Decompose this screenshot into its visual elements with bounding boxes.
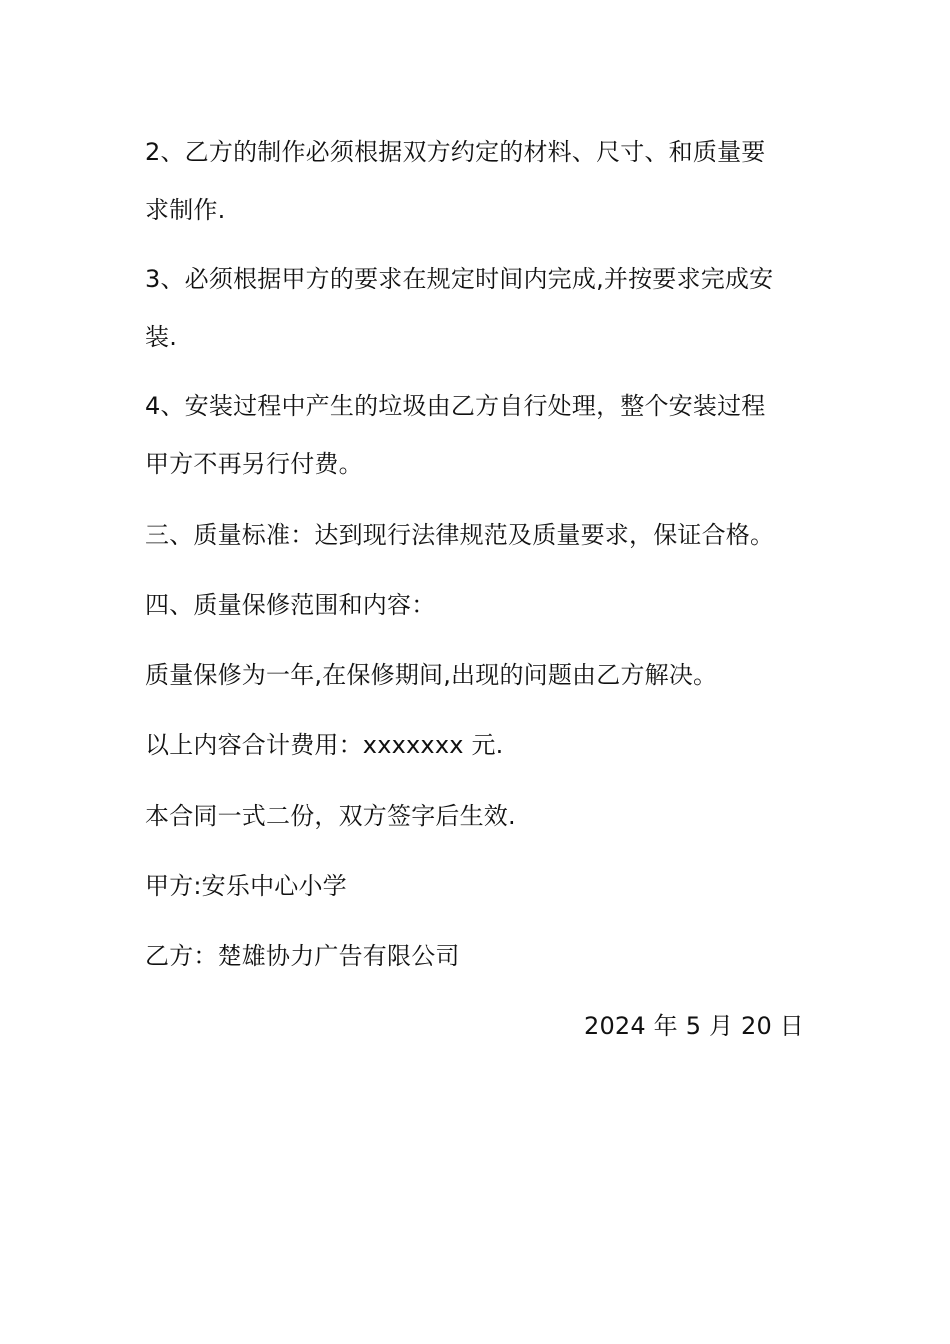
item-2-line-1: 2、乙方的制作必须根据双方约定的材料、尺寸、和质量要 xyxy=(145,138,766,166)
party-b: 乙方：楚雄协力广告有限公司 xyxy=(145,942,460,970)
total-cost: 以上内容合计费用：xxxxxxx 元. xyxy=(145,731,504,759)
quality-standard: 三、质量标准：达到现行法律规范及质量要求，保证合格。 xyxy=(145,521,775,549)
item-2-line-2: 求制作. xyxy=(145,196,226,224)
signing-date: 2024 年 5 月 20 日 xyxy=(583,1012,804,1040)
warranty-text: 质量保修为一年,在保修期间,出现的问题由乙方解决。 xyxy=(145,661,718,689)
contract-copies: 本合同一式二份，双方签字后生效. xyxy=(145,802,516,830)
item-4-line-1: 4、安装过程中产生的垃圾由乙方自行处理，整个安装过程 xyxy=(145,392,766,420)
item-3-line-2: 装. xyxy=(145,323,178,351)
item-4-line-2: 甲方不再另行付费。 xyxy=(145,450,363,478)
party-a: 甲方:安乐中心小学 xyxy=(145,872,347,900)
warranty-heading: 四、质量保修范围和内容： xyxy=(145,591,436,619)
item-3-line-1: 3、必须根据甲方的要求在规定时间内完成,并按要求完成安 xyxy=(145,265,774,293)
